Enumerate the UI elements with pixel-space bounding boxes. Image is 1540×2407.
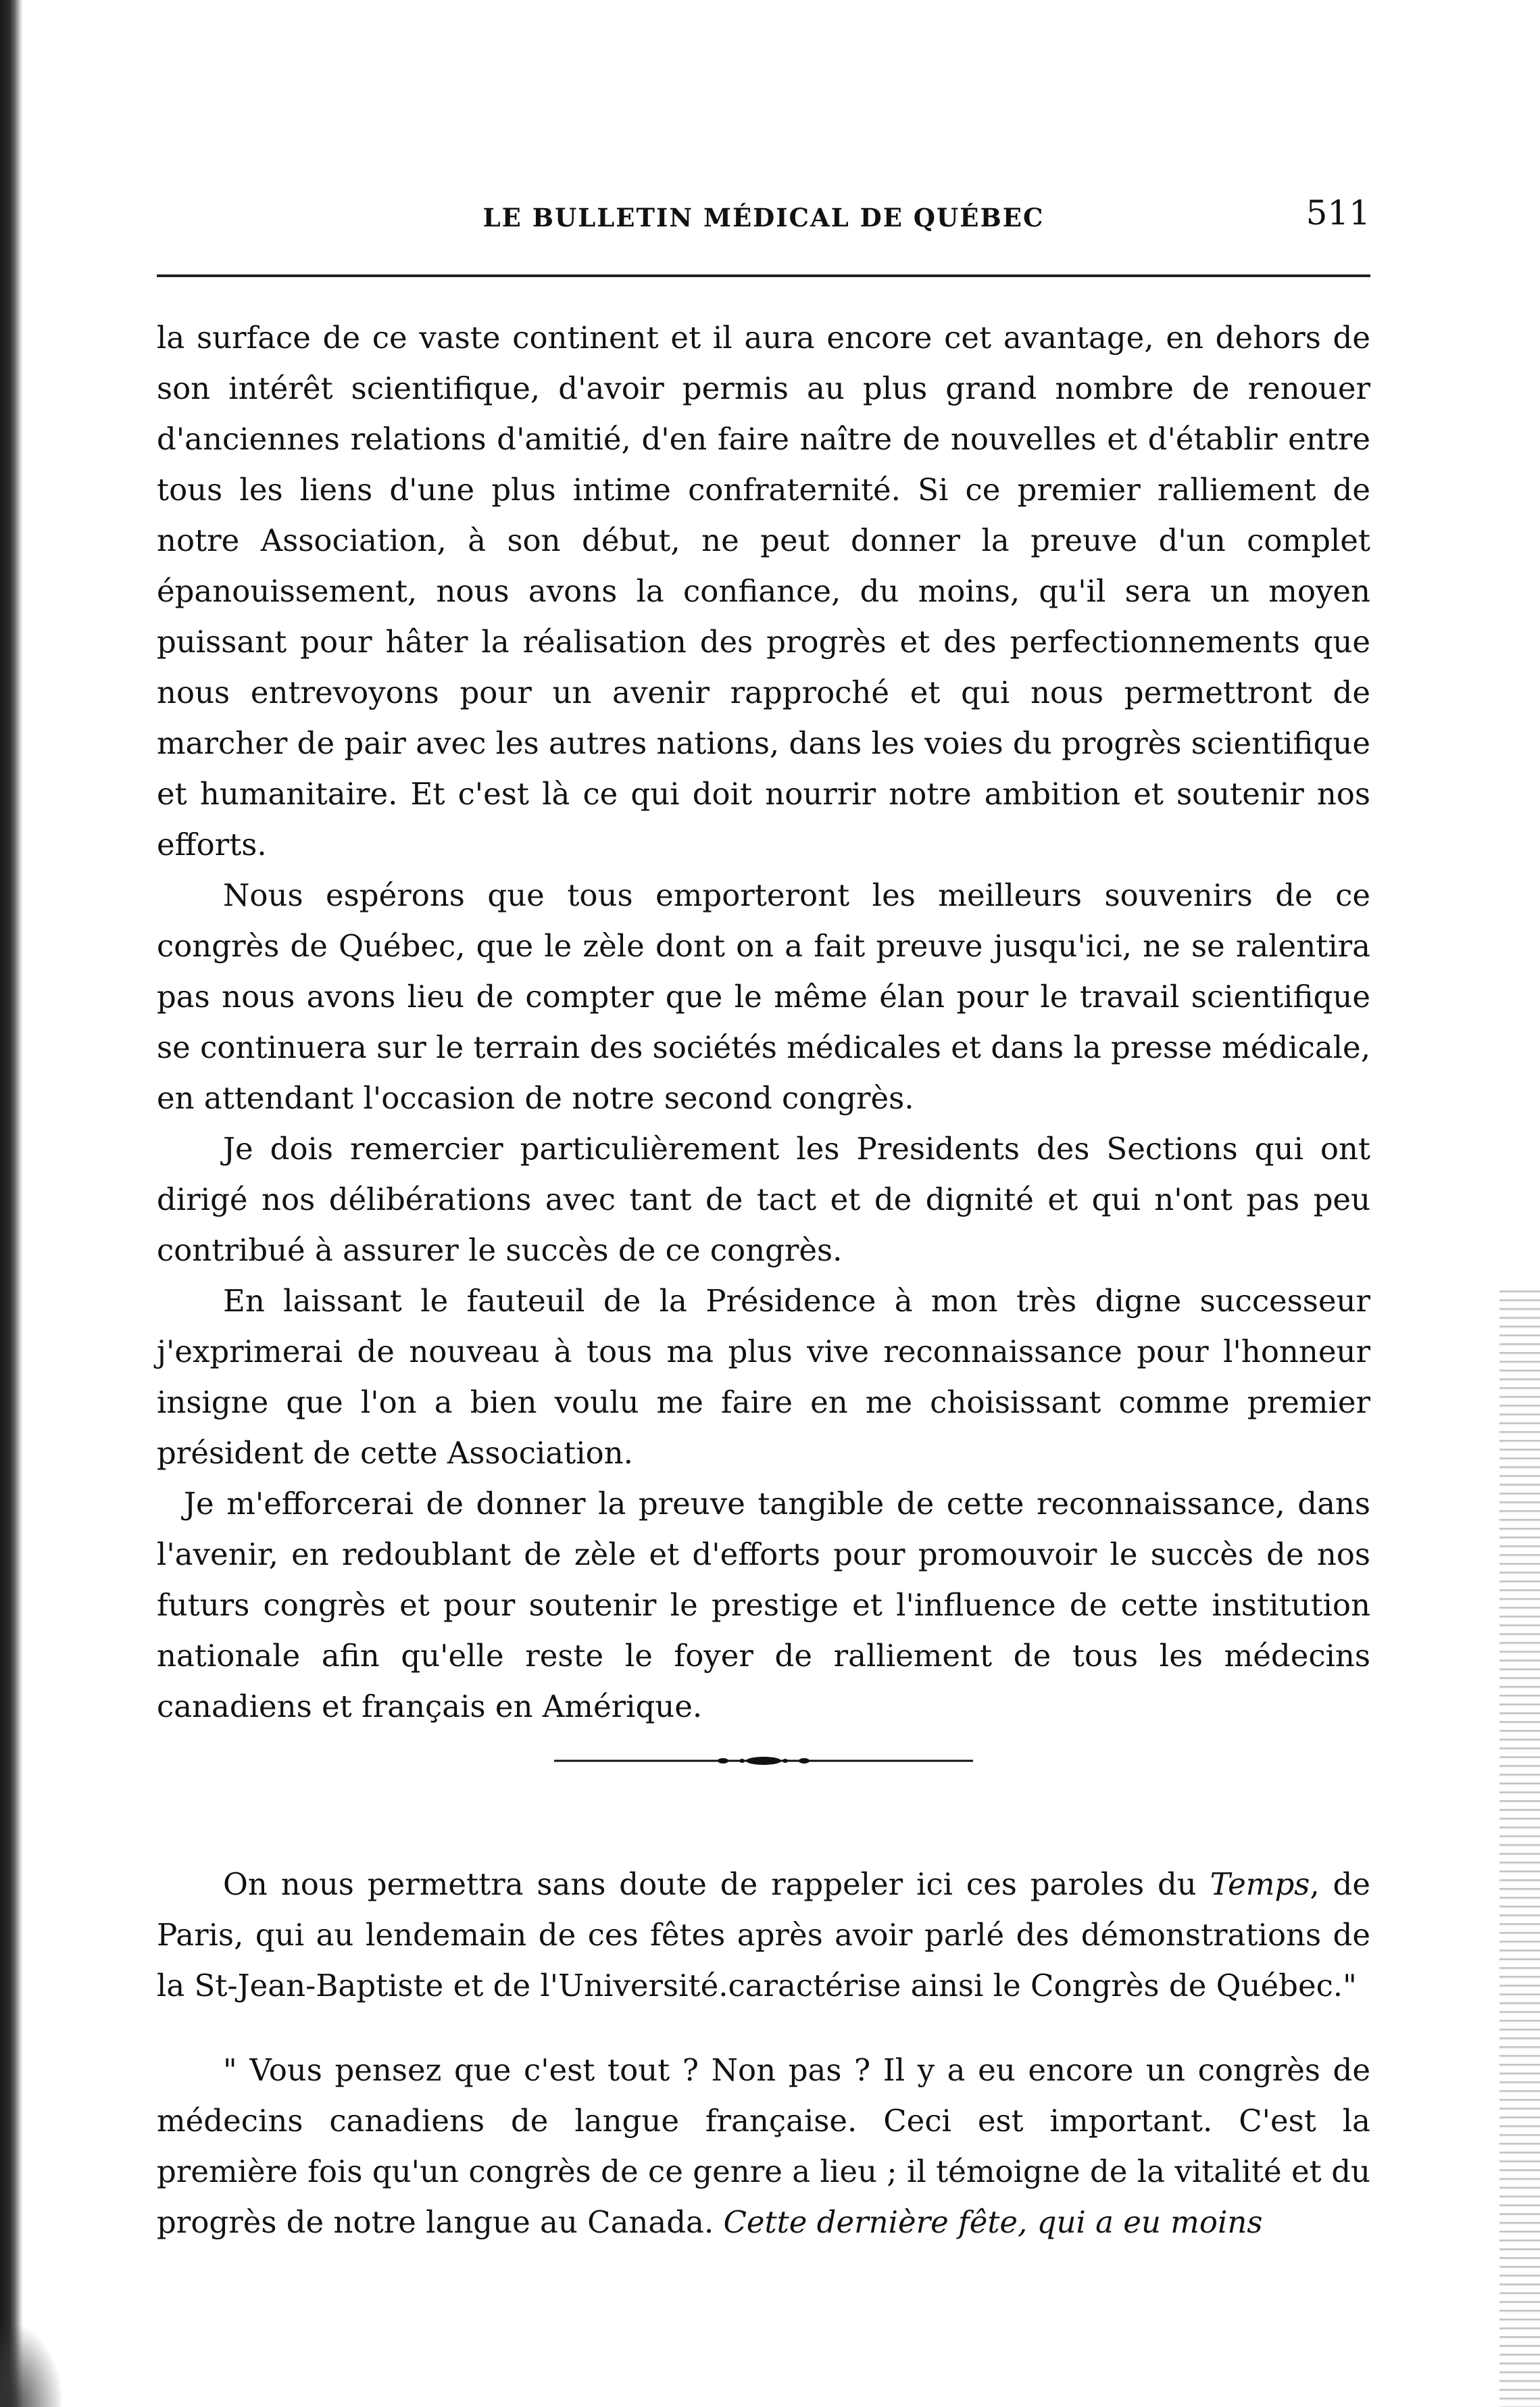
paragraph-continuation: la surface de ce vaste continent et il aura encore cet avantage, en dehors de son intérêt scientifique, d'avoir permis au plus grand nombre de renouer d'anciennes relations d'amitié, d'en faire naître de nouvelles et d'établir entre tous les liens d'une plus intime confraternité. Si ce premier ralliement de notre Association, à son début, ne peut donner la preuve d'un complet épanouissement, nous avons la confiance, du moins, qu'il sera un moyen puissant pour hâter la réalisation des progrès et des perfectionnements que nous entrevoyons pour un avenir rapproché et qui nous permettront de marcher de pair avec les autres nations, dans les voies du progrès scientifique et humanitaire. Et c'est là ce qui doit nourrir notre ambition et soutenir nos efforts. — [157, 320, 1370, 862]
header-rule — [157, 274, 1370, 277]
scan-right-edge — [1499, 1284, 1540, 2407]
paragraph: Je m'efforcerai de donner la preuve tangible de cette reconnaissance, dans l'avenir, en redoublant de zèle et d'efforts pour promouvoir le succès de nos futurs congrès et pour soutenir le prestige et l'influence de cette institution nationale afin qu'elle reste le foyer de ralliement de tous les médecins canadiens et français en Amérique. — [157, 1486, 1370, 1724]
body-text — [157, 312, 1370, 1732]
page-number: 511 — [1306, 193, 1370, 233]
page-header — [157, 189, 1370, 243]
closing-intro: On nous permettra sans doute de rappeler ici ces paroles du Temps, de Paris, qui au lendemain de ces fêtes après avoir parlé des démonstrations de la St-Jean-Baptiste et de l'Université.caractérise ainsi le Congrès de Québec." — [157, 1866, 1370, 2003]
running-title: LE BULLETIN MÉDICAL DE QUÉBEC — [482, 203, 1045, 233]
paragraph: Nous espérons que tous emporteront les meilleurs souvenirs de ce congrès de Québec, que le zèle dont on a fait preuve jusqu'ici, ne se ralentira pas nous avons lieu de compter que le même élan pour le travail scientifique se continuera sur le terrain des sociétés médicales et dans la presse médicale, en attendant l'occasion de notre second congrès. — [157, 877, 1370, 1116]
scan-left-edge — [0, 0, 23, 2407]
closing-section — [157, 1859, 1370, 2247]
paragraph: En laissant le fauteuil de la Présidence à mon très digne successeur j'exprimerai de nouveau à tous ma plus vive reconnaissance pour l'honneur insigne que l'on a bien voulu me faire en me choisissant comme premier président de cette Association. — [157, 1283, 1370, 1471]
ornament-divider — [554, 1754, 973, 1768]
paragraph: Je dois remercier particulièrement les Presidents des Sections qui ont dirigé nos délibérations avec tant de tact et de dignité et qui n'ont pas peu contribué à assurer le succès de ce congrès. — [157, 1131, 1370, 1268]
quote-italic-fragment: Cette dernière fête, qui a eu moins — [723, 2204, 1263, 2240]
scan-corner-shadow — [0, 2326, 61, 2407]
closing-quote: " Vous pensez que c'est tout ? Non pas ? Il y a eu encore un congrès de médecins canadiens de langue française. Ceci est important. C'est la première fois qu'un congrès de ce genre a lieu ; il témoigne de la vitalité et du progrès de notre langue au Canada. Cette dernière fête, qui a eu moins — [157, 2052, 1370, 2240]
newspaper-title: Temps — [1210, 1866, 1310, 1902]
